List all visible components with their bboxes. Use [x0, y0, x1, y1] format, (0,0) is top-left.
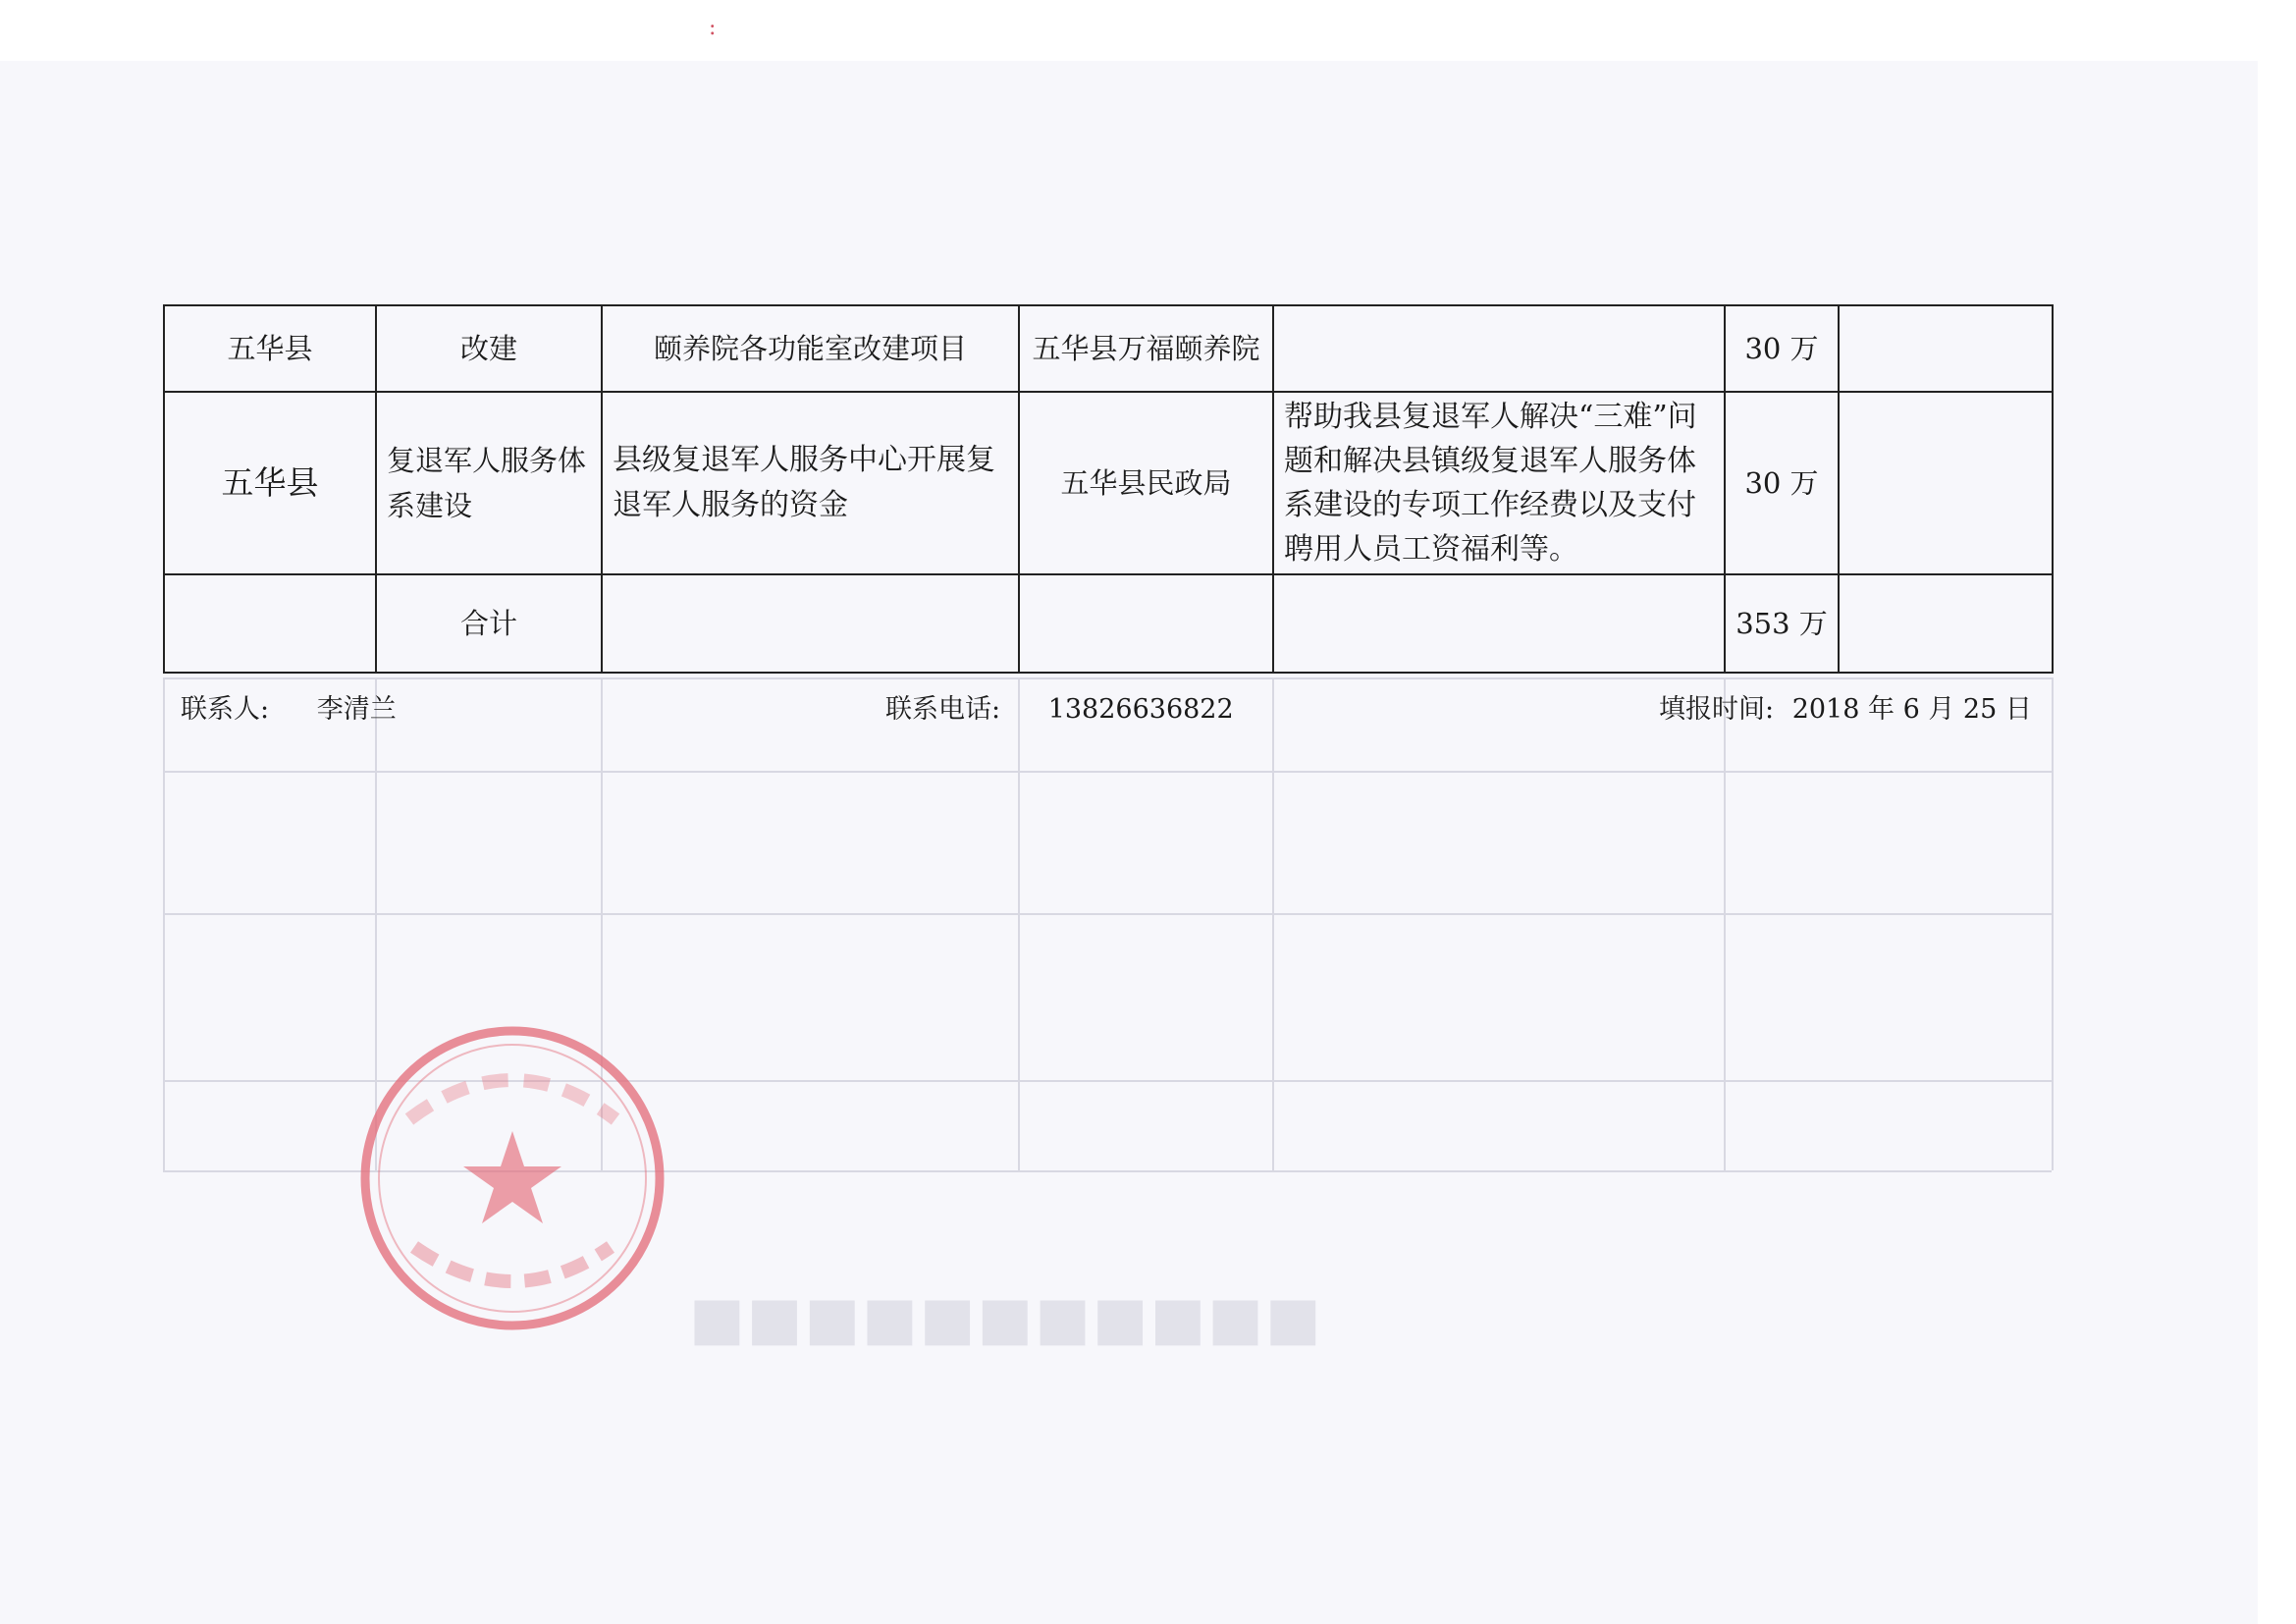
official-seal-stamp [355, 1021, 669, 1335]
content-cell: 帮助我县复退军人解决“三难”问题和解决县镇级复退军人服务体系建设的专项工作经费以及支付聘用人员工资福利等。 [1273, 392, 1725, 574]
total-amount: 353 万 [1725, 574, 1839, 673]
amount-cell: 30 万 [1725, 305, 1839, 392]
county-cell: 五华县 [164, 392, 376, 574]
table-row [164, 392, 2053, 574]
total-label: 合计 [376, 574, 602, 673]
unit-cell: 五华县民政局 [1019, 392, 1273, 574]
contact-phone [885, 687, 1234, 726]
total-blank-cell [164, 574, 376, 673]
fill-date-value: 2018 年 6 月 25 日 [1791, 694, 2032, 725]
project-table [163, 304, 2054, 674]
contact-label: 联系人: [181, 694, 270, 725]
contact-person [181, 687, 397, 726]
phone-label: 联系电话: [885, 694, 1001, 725]
document-page [0, 61, 2258, 1624]
phone-number: 13826636822 [1047, 694, 1234, 725]
total-row [164, 574, 2053, 673]
project-cell: 县级复退军人服务中心开展复退军人服务的资金 [602, 392, 1019, 574]
amount-cell: 30 万 [1725, 392, 1839, 574]
reverse-side-title: ■■■■■■■■■■■ [687, 1284, 1321, 1353]
content-cell [1273, 305, 1725, 392]
type-cell: 复退军人服务体系建设 [376, 392, 602, 574]
type-cell: 改建 [376, 305, 602, 392]
contact-name: 李清兰 [316, 694, 397, 725]
remark-cell [1839, 392, 2053, 574]
fill-date [1659, 687, 2032, 726]
fill-date-label: 填报时间: [1659, 694, 1775, 725]
corner-mark: : [709, 16, 717, 40]
total-blank-cell [602, 574, 1019, 673]
total-blank-cell [1839, 574, 2053, 673]
project-cell: 颐养院各功能室改建项目 [602, 305, 1019, 392]
county-cell: 五华县 [164, 305, 376, 392]
unit-cell: 五华县万福颐养院 [1019, 305, 1273, 392]
table-row [164, 305, 2053, 392]
remark-cell [1839, 305, 2053, 392]
total-blank-cell [1019, 574, 1273, 673]
total-blank-cell [1273, 574, 1725, 673]
